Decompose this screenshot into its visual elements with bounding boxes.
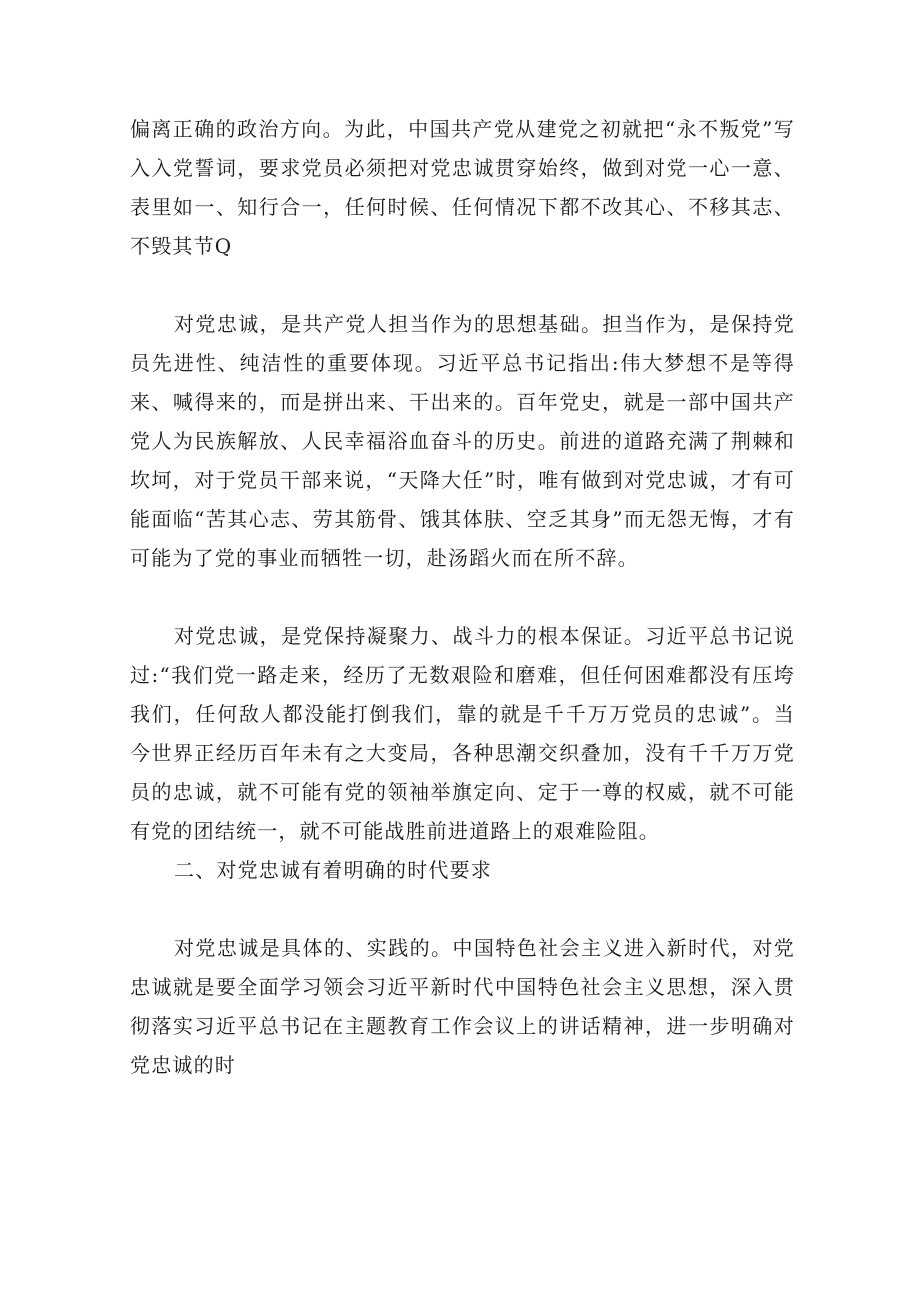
paragraph-ideological-foundation: 对党忠诚，是共产党人担当作为的思想基础。担当作为，是保持党员先进性、纯洁性的重要体现。习近平总书记指出:伟大梦想不是等得来、喊得来的，而是拼出来、干出来的。百年党史，就是一部中国共产党人为民族解放、人民幸福浴血奋斗的历史。前进的道路充满了荆棘和坎坷，对于党员干部来说，“天降大任”时，唯有做到对党忠诚，才有可能面临“苦其心志、劳其筋骨、饿其体肤、空乏其身”而无怨无悔，才有可能为了党的事业而牺牲一切，赴汤蹈火而在所不辞。 [130, 312, 795, 570]
paragraph-continuation: 偏离正确的政治方向。为此，中国共产党从建党之初就把“永不叛党”写入入党誓词，要求党员必须把对党忠诚贯穿始终，做到对党一心一意、表里如一、知行合一，任何时候、任何情况下都不改其心、不移其志、不毁其节Q [130, 117, 795, 258]
paragraph-era-requirements: 对党忠诚是具体的、实践的。中国特色社会主义进入新时代，对党忠诚就是要全面学习领会习近平新时代中国特色社会主义思想，深入贯彻落实习近平总书记在主题教育工作会议上的讲话精神，进一步明确对党忠诚的时 [130, 936, 795, 1077]
section-heading: 二、对党忠诚有着明确的时代要求 [174, 858, 492, 882]
document-page [130, 110, 795, 1085]
paragraph-cohesion-guarantee: 对党忠诚，是党保持凝聚力、战斗力的根本保证。习近平总书记说过:“我们党一路走来，经历了无数艰险和磨难，但任何困难都没有压垮我们，任何敌人都没能打倒我们，靠的就是千千万万党员的忠诚”。当今世界正经历百年未有之大变局，各种思潮交织叠加，没有千千万万党员的忠诚，就不可能有党的领袖举旗定向、定于一尊的权威，就不可能有党的团结统一，就不可能战胜前进道路上的艰难险阻。 [130, 624, 795, 843]
